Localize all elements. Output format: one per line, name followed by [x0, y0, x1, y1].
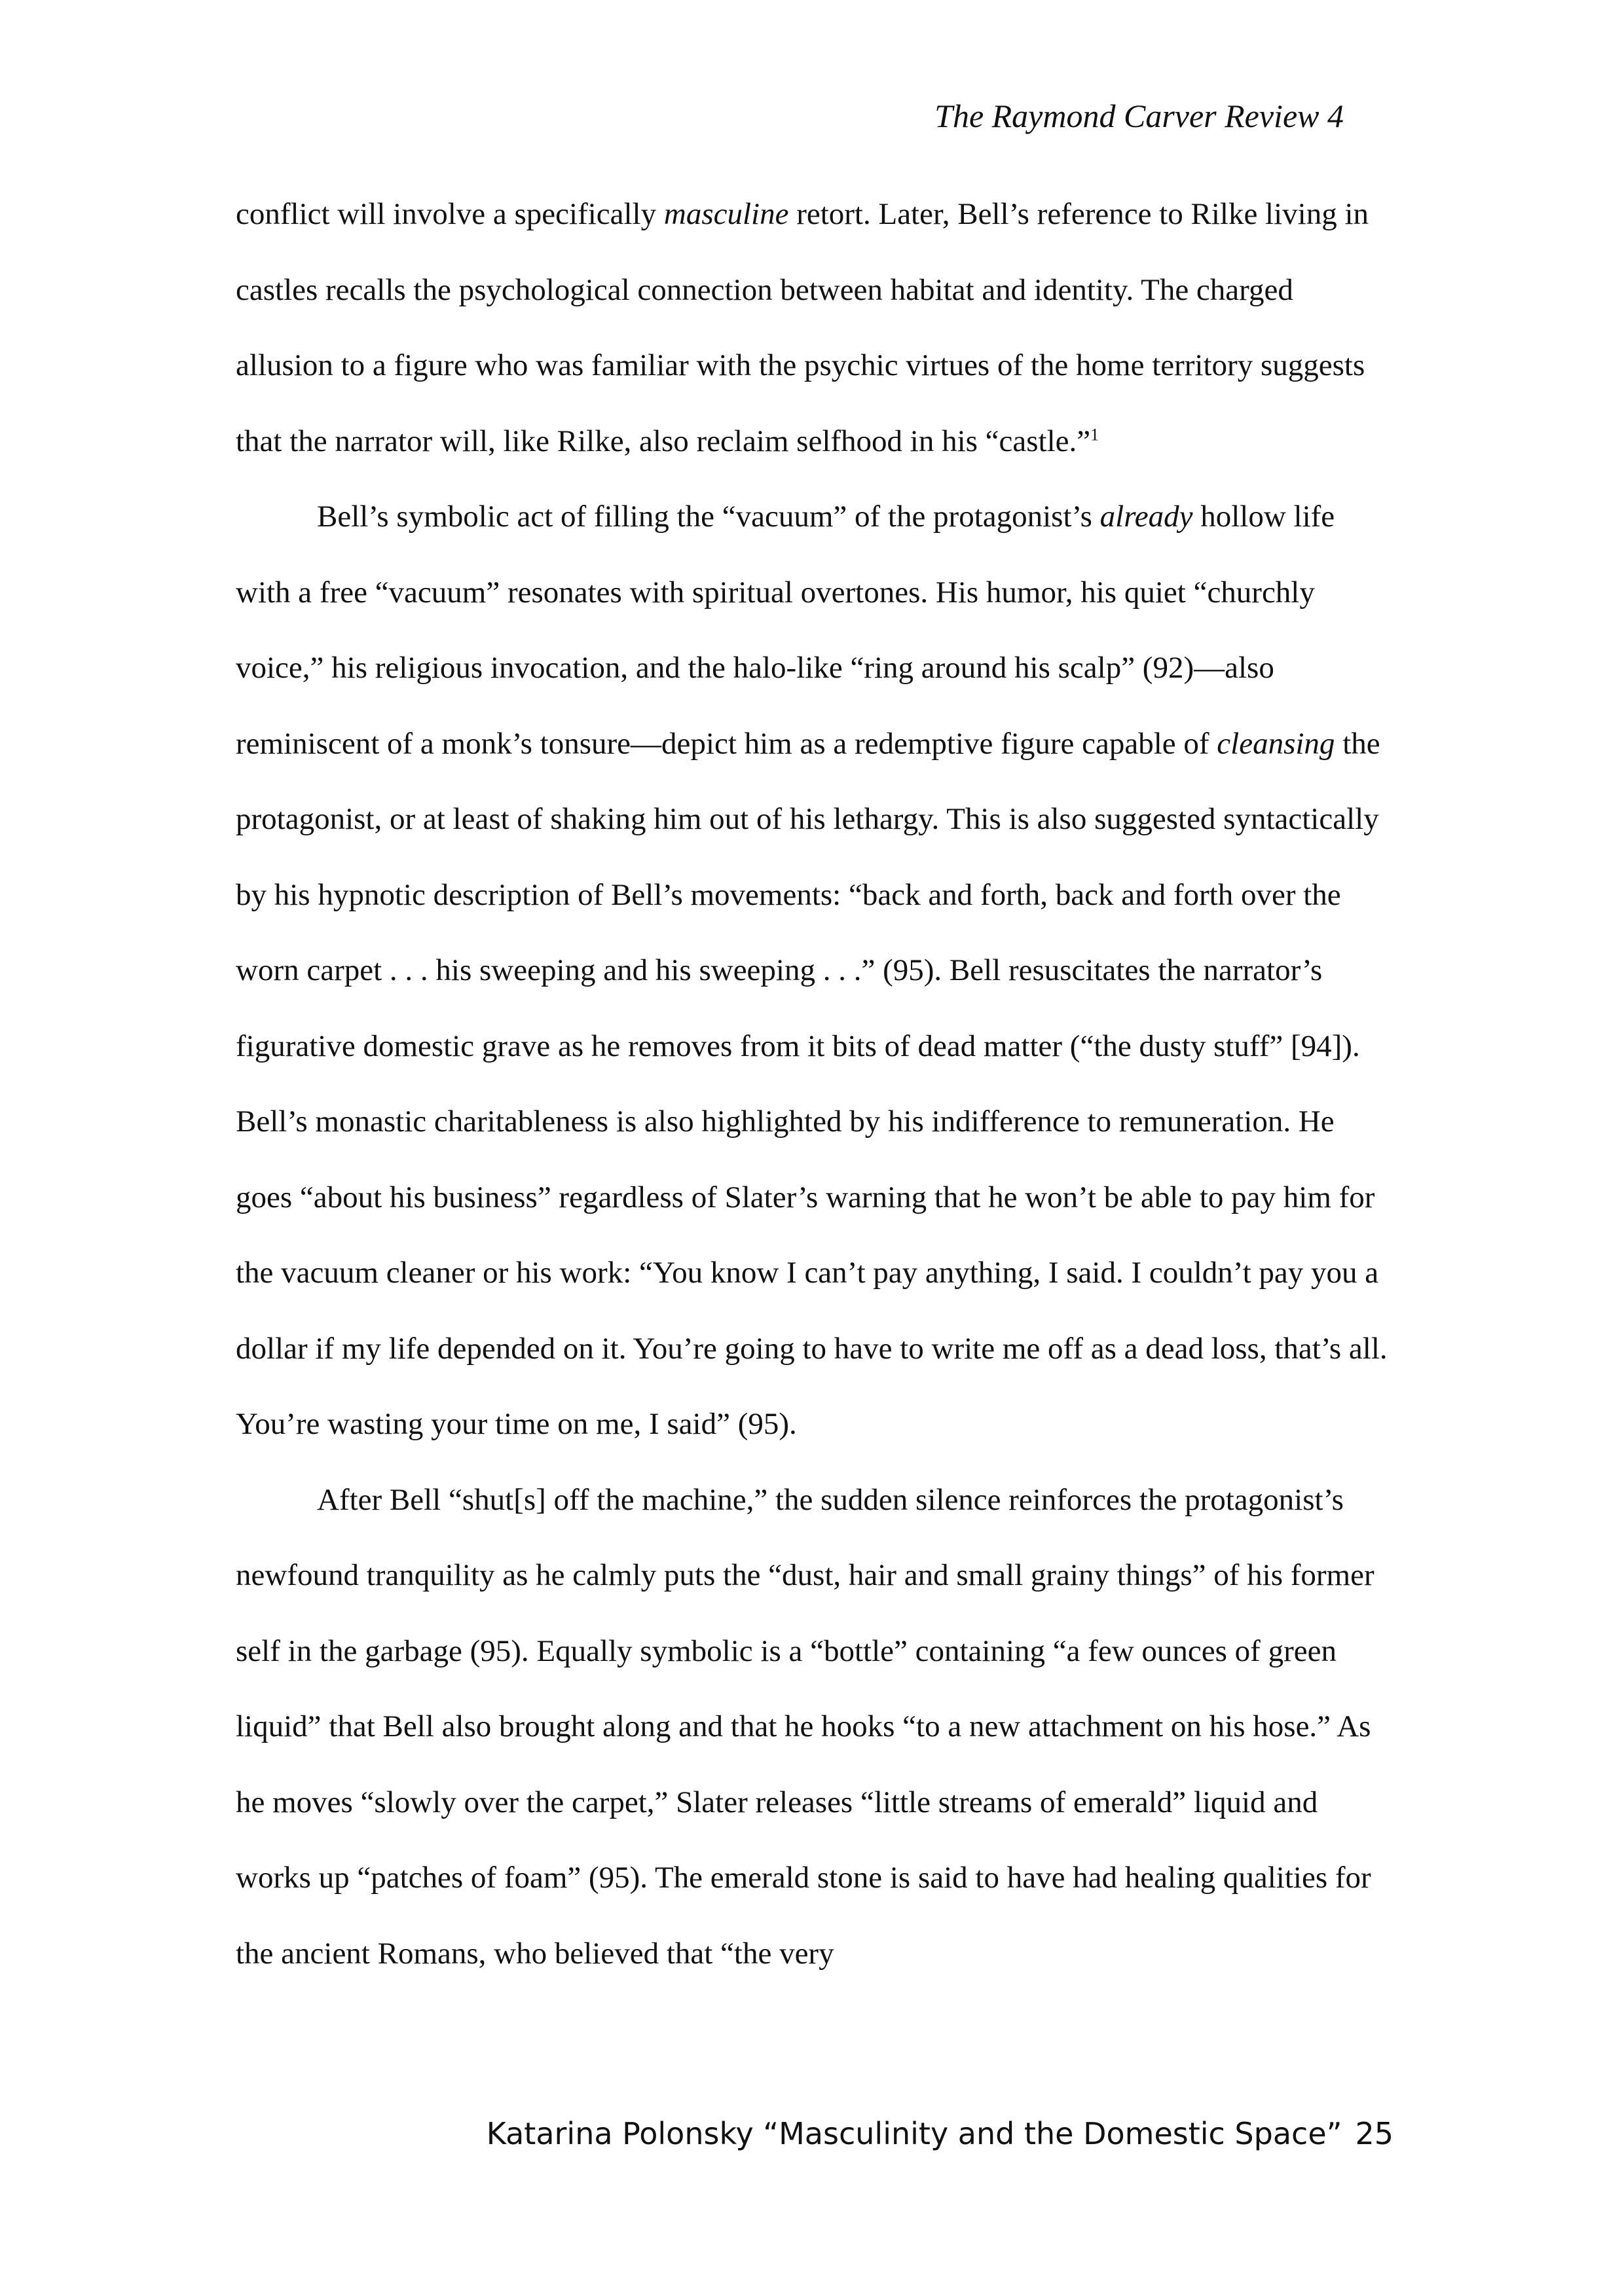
paragraph-2: [236, 479, 1396, 1463]
footnote-marker[interactable]: 1: [1090, 424, 1099, 444]
paragraph-3-text: After Bell “shut[s] off the machine,” the sudden silence reinforces the protagonist’s newfound tranquility as he calmly puts the “dust, hair and small grainy things” of his former self in the garbage (95). Equally symbolic is a “bottle” containing “a few ounces of green liquid” that Bell also brought along and that he hooks “to a new attachment on his hose.” As he moves “slowly over the carpet,” Slater releases “little streams of emerald” liquid and works up “patches of foam” (95). The emerald stone is said to have had healing qualities for the ancient Romans, who believed that “the very: [236, 1482, 1375, 1971]
footer-citation: Katarina Polonsky “Masculinity and the Domestic Space”: [486, 2116, 1342, 2151]
paragraph-2-emphasis-2: cleansing: [1217, 726, 1335, 761]
paragraph-2-text-a: Bell’s symbolic act of filling the “vacuum” of the protagonist’s: [317, 500, 1100, 534]
paragraph-2-emphasis-1: already: [1099, 500, 1193, 534]
paragraph-2-text-b: hollow life with a free “vacuum” resonates with spiritual overtones. His humor, his quiet “churchly voice,” his religious invocation, and the halo-like “ring around his scalp” (92)—also reminiscent of a monk’s tonsure—depict him as a redemptive figure capable of: [236, 500, 1335, 761]
page-number: 25: [1355, 2116, 1393, 2151]
paragraph-1: [236, 177, 1396, 479]
page-footer: [487, 2116, 1393, 2151]
paragraph-2-text-c: the protagonist, or at least of shaking him out of his lethargy. This is also suggested syntactically by his hypnotic description of Bell’s movements: “back and forth, back and forth over the worn carpet . . . his sweeping and his sweeping . . .” (95). Bell resuscitates the narrator’s figurative domestic grave as he removes from it bits of dead matter (“the dusty stuff” [94]). Bell’s monastic charitableness is also highlighted by his indifference to remuneration. He goes “about his business” regardless of Slater’s warning that he won’t be able to pay him for the vacuum cleaner or his work: “You know I can’t pay anything, I said. I couldn’t pay you a dollar if my life depended on it. You’re going to have to write me off as a dead loss, that’s all. You’re wasting your time on me, I said” (95).: [236, 726, 1388, 1441]
paragraph-1-text-b: retort. Later, Bell’s reference to Rilke living in castles recalls the psychological connection between habitat and identity. The charged allusion to a figure who was familiar with the psychic virtues of the home territory suggests that the narrator will, like Rilke, also reclaim selfhood in his “castle.”: [236, 197, 1369, 458]
article-body: [236, 177, 1396, 1992]
paragraph-1-text-a: conflict will involve a specifically: [236, 197, 664, 231]
running-header: The Raymond Carver Review 4: [934, 98, 1344, 134]
paragraph-3: [236, 1463, 1396, 1992]
paragraph-1-emphasis: masculine: [663, 197, 789, 231]
